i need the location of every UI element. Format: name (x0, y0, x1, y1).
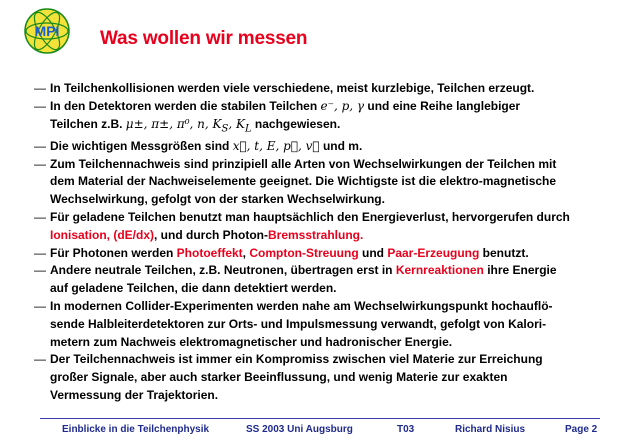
footer-author: Richard Nisius (455, 424, 526, 435)
bullet-line (50, 387, 624, 405)
bullet-text: und m. (319, 138, 363, 153)
footer-course: Einblicke in die Teilchenphysik (62, 424, 210, 435)
highlight-term: Compton-Streuung (249, 245, 359, 260)
bullet-text: Wechselwirkung, gefolgt von der starken Wechselwirkung. (50, 192, 385, 207)
bullet-text: Der Teilchennachweis ist immer ein Kompromiss zwischen viel Materie zur Erreichung (50, 352, 543, 367)
bullet-line (50, 227, 624, 245)
bullet-list (34, 80, 624, 405)
bullet-item (34, 298, 624, 351)
bullet-text: Teilchen z.B. (50, 116, 126, 131)
dash-icon: — (34, 138, 46, 153)
dash-icon: — (34, 81, 46, 95)
bullet-text: In Teilchenkollisionen werden viele verschiedene, meist kurzlebige, Teilchen erzeugt. (50, 81, 535, 95)
footer (0, 424, 631, 440)
bullet-item (34, 98, 624, 138)
bullet-text: und eine Reihe langlebiger (364, 98, 521, 113)
page-title: Was wollen wir messen (100, 28, 308, 49)
bullet-item (34, 262, 624, 298)
bullet-line (50, 191, 624, 209)
mpi-logo (22, 6, 72, 56)
bullet-line (50, 156, 624, 174)
bullet-text: nachgewiesen. (251, 116, 341, 131)
bullet-text: , (242, 245, 250, 260)
bullet-line (50, 245, 624, 263)
highlight-term: Kernreaktionen (395, 263, 484, 278)
bullet-text: sende Halbleiterdetektoren zur Orts- und Impulsmessung verwandt, gefolgt von Kalori- (50, 316, 547, 331)
bullet-line (50, 209, 624, 227)
highlight-term: Paar-Erzeugung (387, 245, 480, 260)
bullet-text: Zum Teilchennachweis sind prinzipiell alle Arten von Wechselwirkungen der Teilchen mit (50, 156, 557, 171)
dash-icon: — (34, 98, 46, 113)
bullet-text: , und durch Photon- (154, 227, 268, 242)
highlight-term: Photoeffekt (176, 245, 243, 260)
dash-icon: — (34, 263, 46, 278)
dash-icon: — (34, 156, 46, 171)
footer-code: T03 (397, 424, 415, 435)
bullet-item (34, 138, 624, 156)
bullet-text: auf geladene Teilchen, die dann detektiert werden. (50, 281, 337, 296)
math-symbols: μ±, π±, π⁰, n, K (125, 116, 222, 131)
bullet-line (50, 173, 624, 191)
math-symbols: e⁻, p, γ (320, 98, 365, 113)
math-symbols: L (244, 122, 252, 134)
bullet-text: und (358, 245, 388, 260)
bullet-line (50, 298, 624, 316)
bullet-text: benutzt. (479, 245, 529, 260)
bullet-line (50, 262, 624, 280)
bullet-line (50, 116, 624, 138)
bullet-item (34, 209, 624, 245)
math-symbols: , K (228, 116, 245, 131)
footer-page: Page 2 (565, 424, 598, 435)
bullet-line (50, 316, 624, 334)
dash-icon: — (34, 298, 46, 313)
math-symbols: S (221, 122, 229, 134)
bullet-line (50, 369, 624, 387)
bullet-text: Die wichtigen Messgrößen sind (50, 138, 233, 153)
bullet-line (50, 98, 624, 116)
bullet-item (34, 80, 624, 98)
bullet-line (50, 80, 624, 98)
dash-icon: — (34, 209, 46, 224)
bullet-item (34, 245, 624, 263)
bullet-text: dem Material der Nachweiselemente geeignet. Die Wichtigste ist die elektro-magnetische (50, 174, 557, 189)
bullet-item (34, 351, 624, 404)
bullet-text: In den Detektoren werden die stabilen Teilchen (50, 98, 321, 113)
bullet-line (50, 334, 624, 352)
footer-divider (40, 418, 600, 419)
bullet-text: Vermessung der Trajektorien. (50, 387, 219, 402)
bullet-text: Andere neutrale Teilchen, z.B. Neutronen, übertragen erst in (50, 263, 396, 278)
bullet-text: ihre Energie (483, 263, 557, 278)
highlight-term: Bremsstrahlung. (267, 227, 364, 242)
dash-icon: — (34, 352, 46, 367)
bullet-item (34, 156, 624, 209)
math-symbols: x⃗, t, E, p⃗, v⃗ (232, 138, 320, 153)
logo-text: MPI (34, 23, 60, 39)
bullet-text: metern zum Nachweis elektromagnetischer und hadronischer Energie. (50, 334, 453, 349)
atom-icon (22, 6, 72, 56)
footer-term: SS 2003 Uni Augsburg (246, 424, 353, 435)
bullet-line (50, 280, 624, 298)
bullet-line (50, 351, 624, 369)
bullet-text: Für geladene Teilchen benutzt man hauptsächlich den Energieverlust, hervorgerufen durch (50, 209, 570, 224)
highlight-term: Ionisation, (dE/dx) (50, 227, 154, 242)
dash-icon: — (34, 245, 46, 260)
bullet-text: In modernen Collider-Experimenten werden nahe am Wechselwirkungspunkt hochauflö- (50, 298, 553, 313)
bullet-text: großer Signale, aber auch starker Beeinflussung, und wenig Materie zur exakten (50, 370, 508, 385)
bullet-text: Für Photonen werden (50, 245, 177, 260)
bullet-line (50, 138, 624, 156)
